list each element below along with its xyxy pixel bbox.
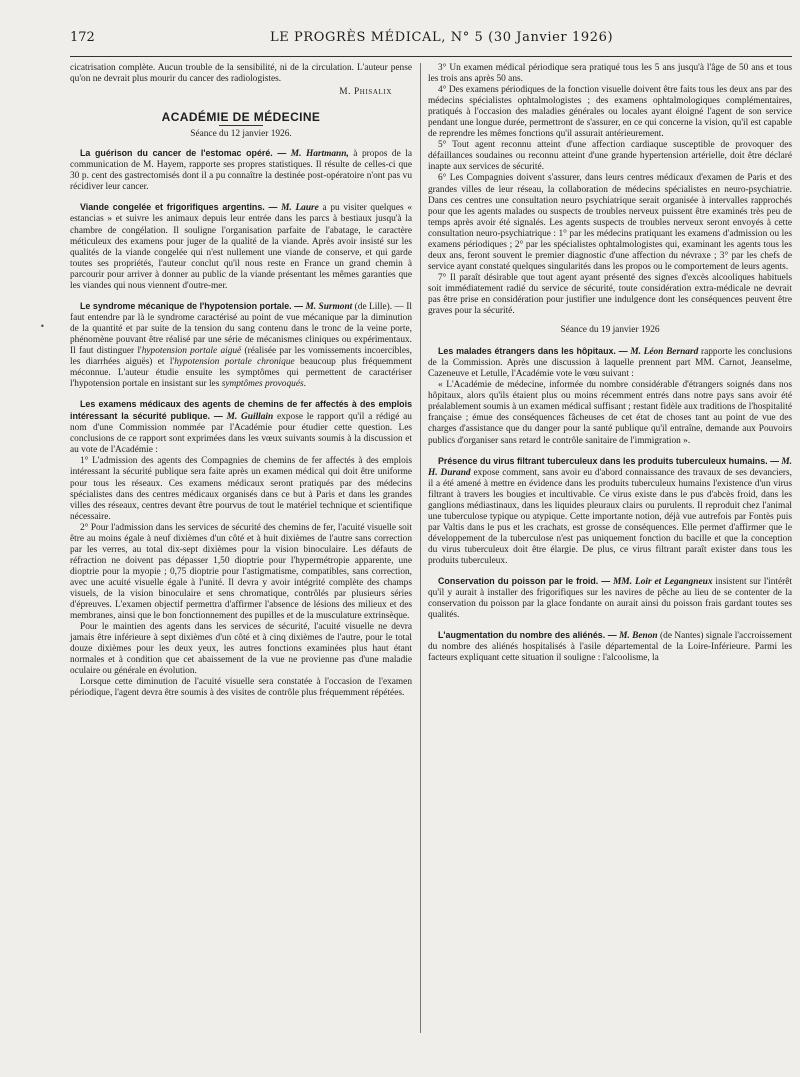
article-rubric: Présence du virus filtrant tuberculeux dans les produits tuberculeux humains. — [438, 455, 779, 466]
article-author: M. Benon [619, 631, 658, 642]
article-rubric: Les examens médicaux des agents de chemins de fer affectés à des emplois intéressant la sécurité publique. — [70, 399, 412, 422]
article-author: M. Surmont [305, 301, 353, 312]
article-portal-hypotension [70, 301, 412, 390]
continued-paragraph: cicatrisation complète. Aucun trouble de la sensibilité, ni de la circulation. L'auteur pense qu'on ne devrait plus mourir du cancer des radiologistes. [70, 63, 412, 85]
article-railway-exams [70, 399, 412, 456]
article-author: M. Guillain [226, 412, 274, 423]
left-column [70, 63, 412, 699]
vow-paragraph-4b: 4° Des examens périodiques de la fonction visuelle doivent être faits tous les deux ans par des médecins spécialistes ophtalmologistes ; des examens ophtalmologiques complémentaires, pratiqués à l'occasion des maladies générales ou locales ayant éloigné l'agent de son service pendant une longue durée, permettront de s'assurer, en ce qui concerne la vision, qu'il est capable de reprendre les mêmes fonctions qu'il assurait antérieurement. [428, 85, 792, 140]
article-text: à propos de la communication de M. Hayem, rapporte ses propres statistiques. Il résulte de celles-ci que 30 p. cent des gastrectomisés dont il a pu connaître la destinée post-opératoire n'ont pas vu récidiver leur cancer. [70, 149, 412, 193]
article-text: rapporte les conclusions de la Commission. Après une discussion à laquelle prennent part MM. Carnot, Jeanselme, Cazeneuve et Letulle, l'Académie vote le vœu suivant : [428, 347, 793, 380]
article-rubric: Les malades étrangers dans les hôpitaux. — [438, 346, 628, 357]
article-text: expose le rapport qu'il a rédigé au nom d'une Commission nommée par l'Académie pour étudier cette question. Les conclusions de ce rapport sont exprimées dans les vœux suivants soumis à la discussion et au vote de l'Académie : [70, 412, 412, 456]
article-emphasis: hypotension portale aiguë [141, 345, 242, 356]
article-fish-conservation [428, 576, 792, 621]
vow-paragraph-7: 7° Il paraît désirable que tout agent ayant présenté des signes d'excès alcooliques habituels soit immédiatement radié du service de sécurité, toute considération extra-médicale ne devrait pas être prise en considération pour justifier une indulgence dont les conséquences peuvent être graves pour la sécurité. [428, 272, 792, 317]
article-text: (réalisée par les vomissements incoercibles, les diarrhées aiguës) et l' [70, 345, 412, 368]
article-emphasis: hypotension portale chronique [174, 357, 295, 368]
article-text: a pu visiter quelques « estancias » et suivre les animaux depuis leur entrée dans les parcs à bestiaux jusqu'à la chambre de congélation. Il souligne l'organisation parfaite de l'abatage, le caractère méticuleux des examens pour juger de la qualité de la viande. Après avoir insisté sur les qualités de la viande congelée qui n'est nullement une viande de conserve, et qui garde toutes ses propriétés, l'auteur conclut qu'il nous reste en France un grand chemin à parcourir pour arriver à donner au public de la viande présentant les mêmes garanties que les viandes qui nous viennent d'outre-mer. [70, 203, 412, 291]
vow-paragraph-1: 1° L'admission des agents des Compagnies de chemins de fer affectés à des emplois intéressant la sécurité publique sera faite après un examen médical qui doit être uniforme pour tous les réseaux. Ces examens médicaux seront pratiqués par des médecins spécialistes dans des centres médicaux organisés dans ce but à Paris et dans les grandes villes des réseaux, centres devant être pourvus de tout le matériel technique et scientifique nécessaire. [70, 456, 412, 522]
article-text: . [303, 379, 306, 390]
article-text: expose comment, sans avoir eu d'abord connaissance des travaux de ses devanciers, il a été amené à mettre en évidence dans les produits tuberculeux humains l'existence d'un virus filtrant à travers les bougies et incultivable. Ce virus existe dans le pus d'abcès froid, dans les ganglions médiastinaux, dans les liquides pleuraux clairs ou purulents. Il reproduit chez l'animal une tuberculose typique ou atypique. Cette importante notion, déjà vue autrefois par Fontès puis par Valtis dans le pus et les crachats, est grosse de conséquences. Elle permet d'affirmer que le développement de la tuberculose n'est pas uniquement fonction du bacille et que la conception du virus tuberculeux doit être élargie. De plus, ce virus filtrant paraît exister dans tous les produits tuberculeux. [428, 467, 792, 566]
page-header [70, 30, 790, 48]
article-alienated-increase [428, 630, 792, 664]
seance-date-2: Séance du 19 janvier 1926 [560, 325, 660, 336]
academy-vow-quote: « L'Académie de médecine, informée du nombre considérable d'étrangers soignés dans nos hôpitaux, alors qu'ils étaient plus ou moins récemment entrés dans notre pays sans avoir été préalablement soumis à un examen médical suffisant ; restant fidèle aux traditions de l'hospitalité française ; émue des conséquences fâcheuses de cet état de choses tant au point de vue des charges d'assistance que du danger pour la santé publique qu'il entraîne, demande aux Pouvoirs publics d'organiser sans retard le contrôle sanitaire de l'immigration ». [428, 380, 792, 446]
vow-paragraph-5: 5° Tout agent reconnu atteint d'une affection cardiaque susceptible de provoquer des défaillances soudaines ou reconnu atteint d'une grande hypertension artérielle, doit être déclaré inapte aux services de sécurité. [428, 140, 792, 173]
header-rule [70, 56, 792, 57]
vow-paragraph-3b: 3° Un examen médical périodique sera pratiqué tous les 5 ans jusqu'à l'âge de 50 ans et tous les trois ans après 50 ans. [428, 63, 792, 85]
section-rule [219, 125, 263, 126]
vow-paragraph-4: Lorsque cette diminution de l'acuité visuelle sera constatée à l'occasion de l'examen périodique, l'agent devra être soumis à des visites de contrôle plus fréquemment répétées. [70, 677, 412, 699]
article-rubric: L'augmentation du nombre des aliénés. — [438, 630, 617, 641]
article-author: M. H. Durand [428, 456, 792, 478]
page-number: 172 [70, 30, 95, 45]
article-author: M. Hartmann, [290, 149, 349, 160]
article-author: MM. Loir et Legangneux [613, 577, 713, 588]
article-author: M. Léon Bernard [630, 347, 699, 358]
article-text: (de Nantes) signale l'accroissement du nombre des aliénés hospitalisés à l'asile départemental de la Loire-Inférieure. Parmi les facteurs expliquant cette situation il souligne : l'alcoolisme, la [428, 631, 792, 664]
article-text: beaucoup plus fréquemment méconnue. L'auteur étudie ensuite les symptômes qui permettent de caractériser l'hypotension portale en insistant sur les [70, 357, 413, 390]
article-rubric: Conservation du poisson par le froid. — [438, 576, 611, 587]
article-text: (de Lille). — Il faut entendre par là le syndrome caractérisé au point de vue mécanique par la diminution de la quantité et par suite de la tension du sang contenu dans le tronc de la veine porte, phénomène pouvant être réalisé par une série de mécanismes cliniques ou expérimentaux. Il faut distinguer l' [70, 301, 412, 356]
article-foreign-patients [428, 346, 792, 380]
article-emphasis: symptômes provoqués [221, 379, 304, 390]
column-divider [420, 63, 421, 1033]
article-rubric: La guérison du cancer de l'estomac opéré. — [80, 148, 287, 159]
signature: M. Phisalix [339, 87, 392, 98]
article-text: insistent sur l'intérêt qu'il y aurait à installer des frigorifiques sur les navires de pêche au lieu de se contenter de la conservation du poisson par la glace fondante on aurait ainsi du poisson frais gardant toutes ses qualités. [428, 577, 792, 621]
article-rubric: Le syndrome mécanique de l'hypotension portale. — [80, 300, 304, 311]
right-column [428, 63, 792, 664]
article-frozen-meat [70, 202, 412, 291]
vow-paragraph-3: Pour le maintien des agents dans les services de sécurité, l'acuité visuelle ne devra jamais être inférieure à sept dixièmes d'un côté et à cinq dixièmes de l'autre, pour le total douze dixièmes pour les deux yeux, les autres fonctions examinées plus haut étant normales et à condition que cet abaissement de la vue ne provienne pas d'une maladie oculaire ou générale en évolution. [70, 622, 412, 677]
article-gastric-cancer [70, 148, 412, 193]
article-rubric: Viande congelée et frigorifiques argentins. — [80, 202, 278, 213]
vow-paragraph-6: 6° Les Compagnies doivent s'assurer, dans leurs centres médicaux d'examen de Paris et des grandes villes de leur réseau, la collaboration de médecins spécialistes en neuro-psychiatrie. Dans ces centres une consultation neuro psychiatrique serait organisée à intervalles rapprochés pour que les agents malades ou suspects de troubles nerveux puissent être examinés très peu de temps après avoir été signalés. Les agents suspects de troubles nerveux seront envoyés à cette consultation neuro-psychiatrique : 1° par les médecins pratiquant les examens d'admission ou les examens périodiques ; 2° par les spécialistes ophtalmologistes qui, examinant les agents tous les deux ans, feront souvent le premier diagnostic d'une affection du névraxe ; 3° par les chefs de service ayant constaté quelques singularités dans les propos ou le comportement de leurs agents. [428, 173, 792, 272]
vow-paragraph-2: 2° Pour l'admission dans les services de sécurité des chemins de fer, l'acuité visuelle soit être au moins égale à neuf dixièmes d'un côté et à huit dixièmes de l'autre sans correction par les verres, au total dix-sept dixièmes pour la vision binoculaire. Les défauts de réfraction ne doivent pas dépasser 1,50 dioptrie pour l'hypermétropie apparente, une dioptrie pour la myopie ; 0,75 dioptrie pour l'astigmatisme, compatibles, sans correction, avec une acuité visuelle égale à l'unité. Il devra y avoir intégrité complète des champs visuels, de la vision binoculaire et sens chromatique, contrôlés par plusieurs séries d'épreuves. L'examen objectif permettra d'affirmer l'absence de lésions des milieux et des membranes, ainsi que le bon fonctionnement des pupilles et de la musculature extrinsèque. [70, 522, 412, 622]
margin-mark: • [40, 322, 45, 331]
running-title: LE PROGRÈS MÉDICAL, N° 5 (30 Janvier 1926) [270, 30, 614, 45]
article-tuberculous-virus [428, 456, 792, 567]
seance-date: Séance du 12 janvier 1926. [190, 129, 292, 140]
article-author: M. Laure [281, 203, 319, 214]
section-title: ACADÉMIE DE MÉDECINE [161, 110, 321, 125]
